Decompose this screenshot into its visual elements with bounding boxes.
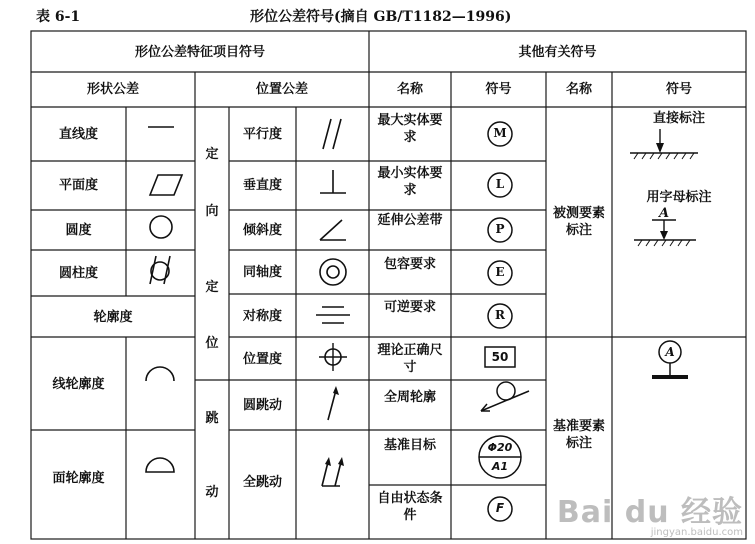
watermark-url: jingyan.baidu.com bbox=[650, 527, 743, 538]
angularity-symbol bbox=[296, 210, 369, 250]
flatness-symbol bbox=[126, 161, 195, 210]
label-perpendicularity: 垂直度 bbox=[242, 178, 282, 193]
group-orientation-2: 向 bbox=[205, 204, 219, 219]
header-position-tolerance: 位置公差 bbox=[255, 82, 308, 97]
lmc-letter: L bbox=[495, 177, 505, 191]
watermark bbox=[557, 487, 743, 538]
group-location-1: 定 bbox=[205, 280, 219, 295]
label-line-profile: 线轮廓度 bbox=[52, 377, 105, 392]
symmetry-symbol bbox=[296, 294, 369, 337]
roundness-symbol bbox=[126, 210, 195, 250]
label-profile-group: 轮廓度 bbox=[93, 310, 133, 325]
total-runout-symbol bbox=[296, 430, 369, 539]
group-runout-2: 动 bbox=[205, 485, 219, 500]
header-name: 名称 bbox=[396, 82, 423, 97]
projected-letter: P bbox=[495, 222, 505, 236]
theoretical-value: 50 bbox=[491, 350, 509, 364]
header-name-2: 名称 bbox=[565, 82, 592, 97]
header-other-symbols: 其他有关符号 bbox=[518, 45, 597, 60]
envelope-letter: E bbox=[495, 265, 505, 279]
label-surface-profile: 面轮廓度 bbox=[52, 471, 105, 486]
label-flatness: 平面度 bbox=[58, 178, 98, 193]
header-symbol-2: 符号 bbox=[665, 82, 692, 97]
table-title: 形位公差符号(摘自 GB/T1182—1996) bbox=[250, 9, 512, 25]
table-number: 表 6-1 bbox=[36, 9, 81, 25]
direct-indication-symbol bbox=[612, 125, 746, 165]
reciprocity-letter: R bbox=[495, 308, 505, 322]
circular-runout-symbol bbox=[296, 380, 369, 430]
label-measured-feature: 被测要素标注 bbox=[552, 206, 605, 238]
header-symbol: 符号 bbox=[485, 82, 512, 97]
label-all-around: 全周轮廓 bbox=[383, 390, 436, 405]
datum-target-id: A1 bbox=[491, 460, 509, 473]
label-angularity: 倾斜度 bbox=[242, 223, 282, 238]
label-datum-feature: 基准要素标注 bbox=[552, 419, 605, 451]
straightness-symbol bbox=[126, 107, 195, 161]
label-datum-target: 基准目标 bbox=[383, 438, 436, 453]
label-position: 位置度 bbox=[242, 352, 282, 367]
surface-profile-symbol bbox=[126, 430, 195, 539]
header-form-tolerance: 形状公差 bbox=[86, 82, 139, 97]
concentricity-symbol bbox=[296, 250, 369, 294]
watermark-brand: Bai du 经验 bbox=[556, 495, 743, 530]
label-parallelism: 平行度 bbox=[242, 127, 282, 142]
label-symmetry: 对称度 bbox=[242, 309, 282, 324]
label-circular-runout: 圆跳动 bbox=[242, 398, 282, 413]
label-concentricity: 同轴度 bbox=[242, 265, 282, 280]
position-symbol bbox=[296, 337, 369, 380]
datum-feature-letter: A bbox=[665, 345, 675, 359]
group-location-2: 位 bbox=[205, 336, 219, 351]
label-reciprocity: 可逆要求 bbox=[383, 300, 436, 315]
mmc-letter: M bbox=[493, 126, 507, 140]
label-direct-indication: 直接标注 bbox=[652, 111, 705, 126]
label-cylindricity: 圆柱度 bbox=[58, 266, 98, 281]
label-letter-indication: 用字母标注 bbox=[646, 190, 712, 205]
cylindricity-symbol bbox=[126, 250, 195, 296]
label-total-runout: 全跳动 bbox=[242, 475, 282, 490]
label-straightness: 直线度 bbox=[58, 127, 98, 142]
letter-indication-symbol bbox=[612, 218, 746, 252]
free-state-letter: F bbox=[495, 501, 505, 515]
label-projected-zone: 延伸公差带 bbox=[377, 213, 443, 228]
line-profile-symbol bbox=[126, 337, 195, 430]
group-orientation-1: 定 bbox=[205, 147, 219, 162]
letter-indication-letter: A bbox=[658, 206, 670, 221]
parallelism-symbol bbox=[296, 107, 369, 161]
label-lmc: 最小实体要求 bbox=[377, 166, 443, 198]
datum-target-size: Φ20 bbox=[487, 441, 513, 454]
label-theoretical-dimension: 理论正确尺寸 bbox=[377, 343, 443, 375]
label-free-state: 自由状态条件 bbox=[377, 491, 443, 523]
label-roundness: 圆度 bbox=[65, 223, 92, 238]
header-shape-position: 形位公差特征项目符号 bbox=[134, 45, 265, 60]
label-envelope: 包容要求 bbox=[383, 257, 436, 272]
perpendicularity-symbol bbox=[296, 161, 369, 210]
group-runout-1: 跳 bbox=[205, 411, 219, 426]
label-mmc: 最大实体要求 bbox=[377, 113, 443, 145]
